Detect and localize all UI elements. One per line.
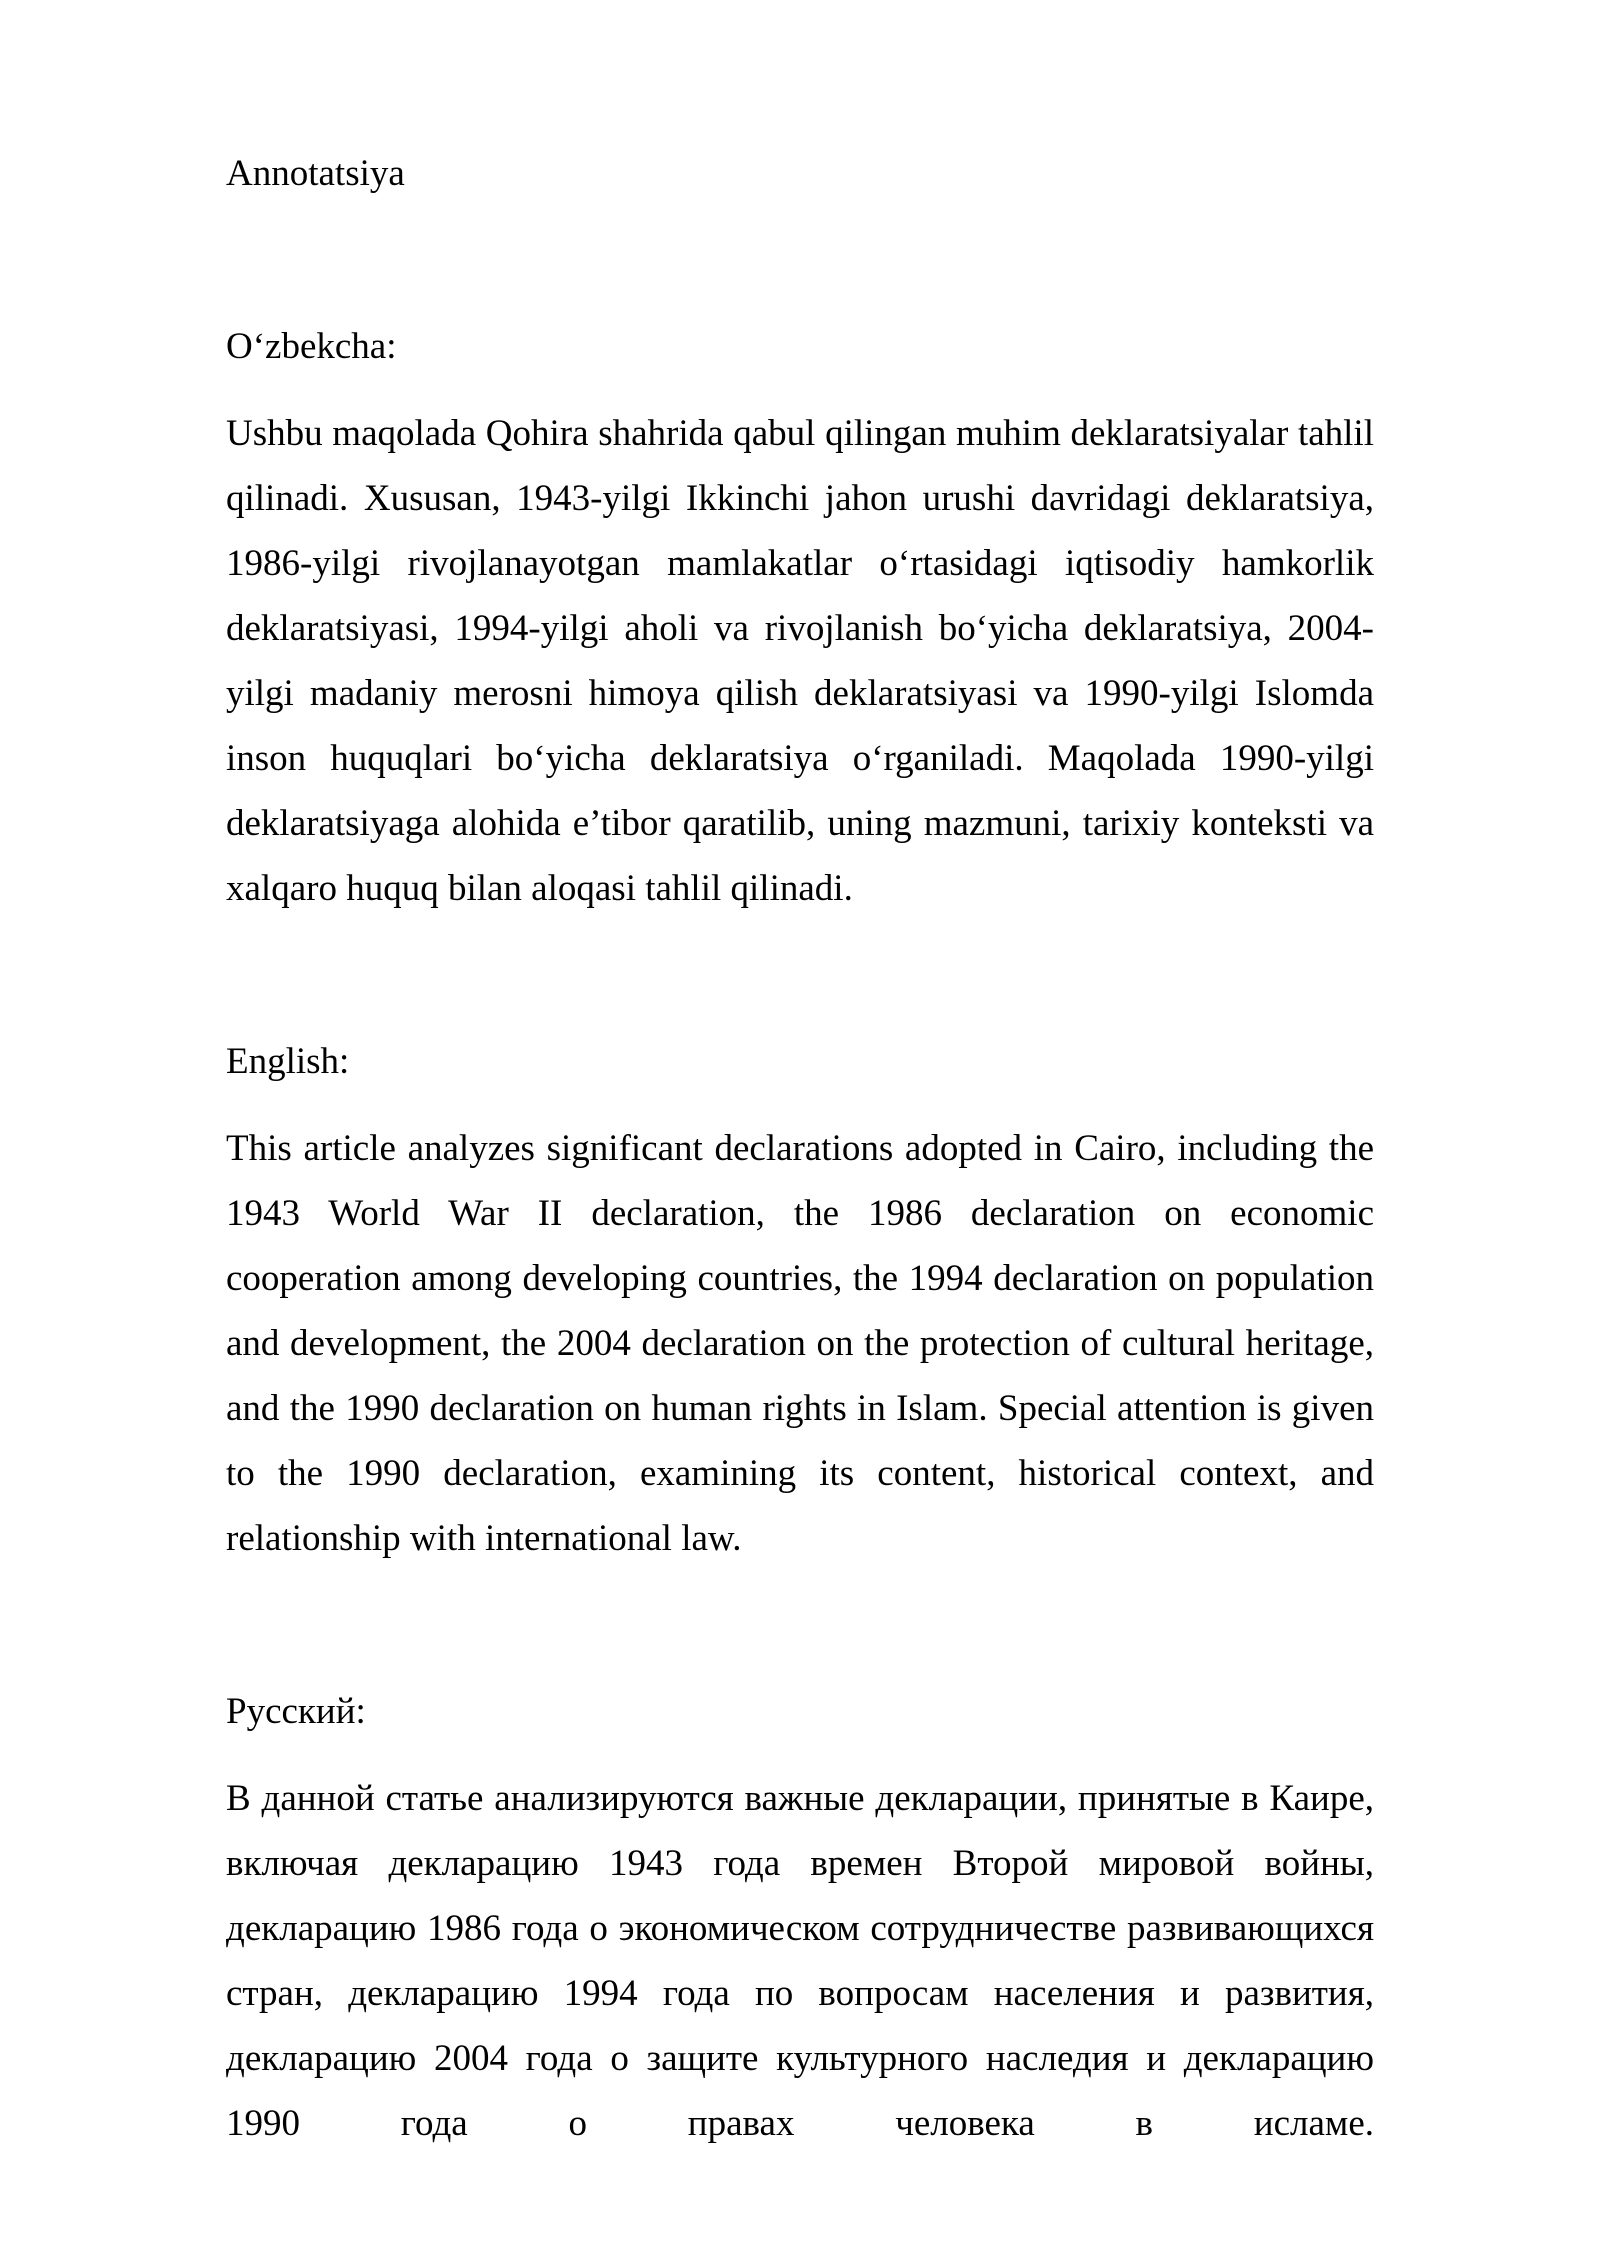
section-english (226, 1029, 1374, 1571)
section-heading-russian: Русский: (226, 1691, 366, 1732)
section-russian (226, 1679, 1374, 2156)
section-heading-uzbek: O‘zbekcha: (226, 326, 397, 367)
document-title: Annotatsiya (226, 153, 405, 194)
section-paragraph-russian: В данной статье анализируются важные декларации, принятые в Каире, включая декларацию 1943 года времен Второй мировой войны, декларацию 1986 года о экономическом сотрудничестве развивающихся стран, декларацию 1994 года по вопросам населения и развития, декларацию 2004 года о защите культурного наследия и декларацию 1990 года о правах человека в исламе. (226, 1778, 1374, 2144)
section-paragraph-english: This article analyzes significant declarations adopted in Cairo, including the 1943 World War II declaration, the 1986 declaration on economic cooperation among developing countries, the 1994 declaration on population and development, the 2004 declaration on the protection of cultural heritage, and the 1990 declaration on human rights in Islam. Special attention is given to the 1990 declaration, examining its content, historical context, and relationship with international law. (226, 1128, 1374, 1559)
section-uzbek (226, 314, 1374, 921)
section-heading-english: English: (226, 1041, 350, 1082)
section-paragraph-uzbek: Ushbu maqolada Qohira shahrida qabul qilingan muhim deklaratsiyalar tahlil qilinadi. Xususan, 1943-yilgi Ikkinchi jahon urushi davridagi deklaratsiya, 1986-yilgi rivojlanayotgan mamlakatlar o‘rtasidagi iqtisodiy hamkorlik deklaratsiyasi, 1994-yilgi aholi va rivojlanish bo‘yicha deklaratsiya, 2004-yilgi madaniy merosni himoya qilish deklaratsiyasi va 1990-yilgi Islomda inson huquqlari bo‘yicha deklaratsiya o‘rganiladi. Maqolada 1990-yilgi deklaratsiyaga alohida e’tibor qaratilib, uning mazmuni, tarixiy konteksti va xalqaro huquq bilan aloqasi tahlil qilinadi. (226, 413, 1374, 909)
